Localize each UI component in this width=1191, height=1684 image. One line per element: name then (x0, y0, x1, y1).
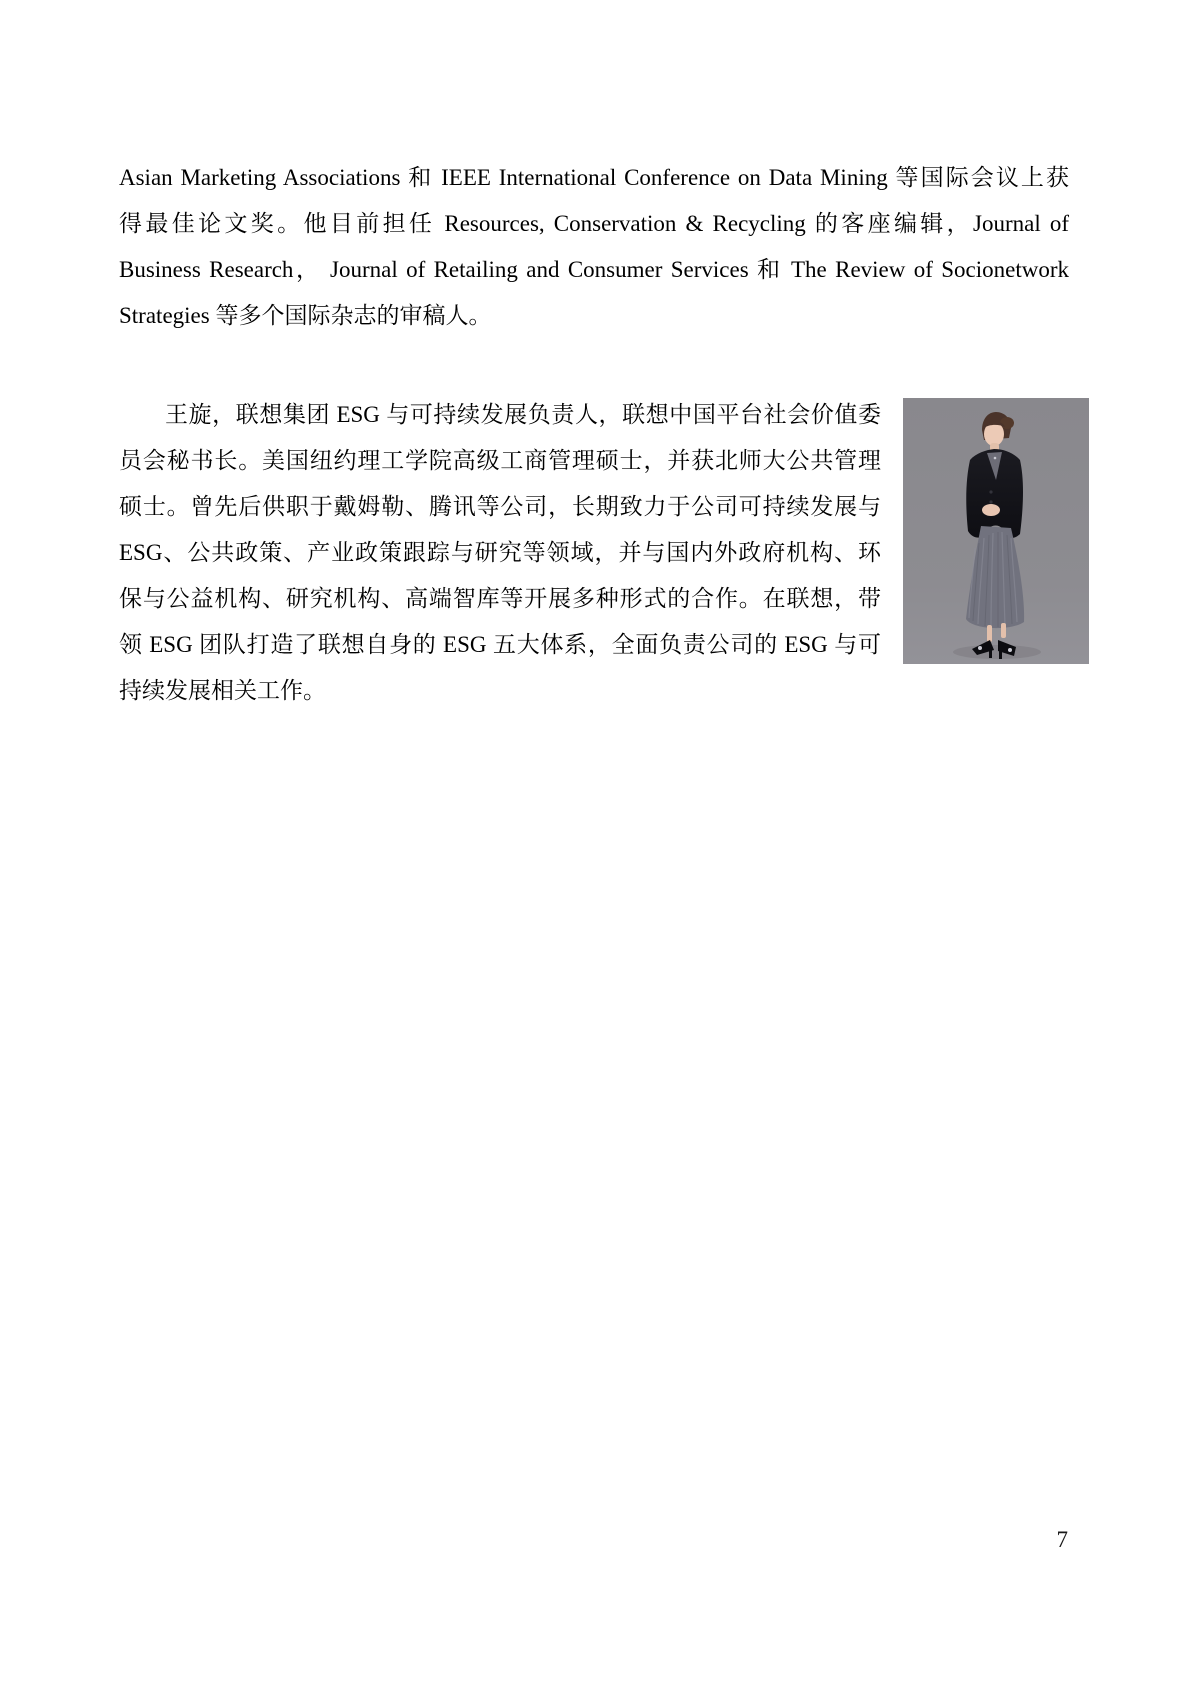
text-line: Asian Marketing Associations 和 IEEE International Conference on Data Mining 等国际会议上获 (119, 165, 1069, 190)
text-line: 员会秘书长。美国纽约理工学院高级工商管理硕士，并获北师大公共管理 (119, 448, 881, 473)
hands (982, 504, 1000, 516)
ankle (987, 625, 992, 642)
text-line: 王旋，联想集团 ESG 与可持续发展负责人，联想中国平台社会价值委 (165, 402, 881, 427)
text-line: Business Research， Journal of Retailing and Consumer Services 和 The Review of Socionetwork (119, 257, 1069, 282)
portrait-photo-graphic (903, 398, 1089, 664)
shoe-heel (999, 651, 1002, 659)
page-number: 7 (1056, 1527, 1068, 1552)
ankle (1001, 623, 1006, 638)
button (989, 500, 992, 503)
shoe-heel (989, 650, 992, 658)
text-line: Strategies 等多个国际杂志的审稿人。 (119, 303, 492, 328)
necklace (994, 457, 997, 460)
text-line: 领 ESG 团队打造了联想自身的 ESG 五大体系，全面负责公司的 ESG 与可 (119, 632, 881, 657)
button (989, 490, 992, 493)
text-line: 得最佳论文奖。他目前担任 Resources, Conservation & Recycling 的客座编辑，Journal of (119, 211, 1069, 236)
floor-shadow (953, 645, 1041, 659)
portrait-photo (903, 398, 1089, 664)
text-line: ESG、公共政策、产业政策跟踪与研究等领域，并与国内外政府机构、环 (119, 540, 881, 565)
text-line: 保与公益机构、研究机构、高端智库等开展多种形式的合作。在联想，带 (119, 586, 881, 611)
shoe-buckle (978, 646, 982, 650)
paragraph-awards (119, 155, 1069, 339)
text-line: 持续发展相关工作。 (119, 678, 326, 703)
shoe-buckle (1008, 648, 1012, 652)
text-line: 硕士。曾先后供职于戴姆勒、腾讯等公司，长期致力于公司可持续发展与 (119, 494, 881, 519)
paragraph-bio-wangxuan (119, 392, 881, 714)
